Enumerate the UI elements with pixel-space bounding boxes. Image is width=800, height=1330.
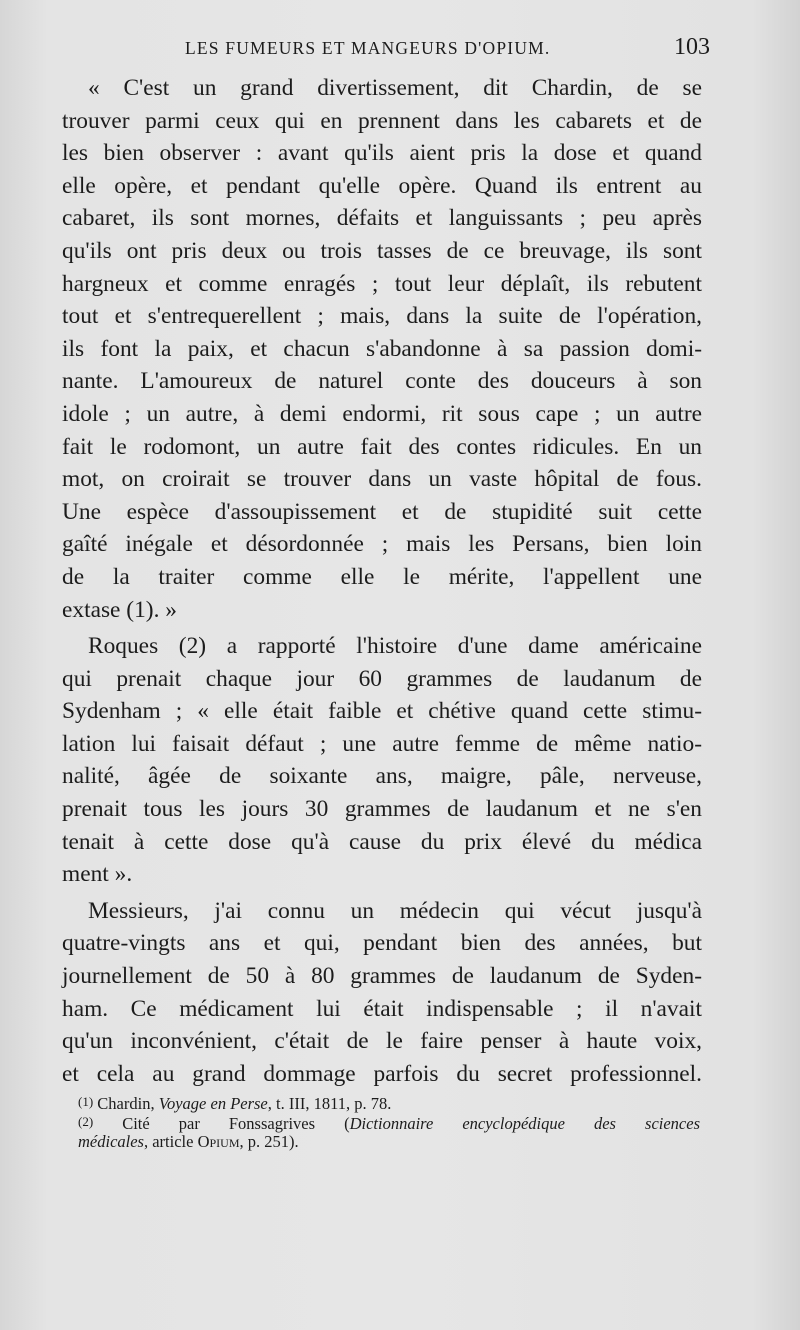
footnote-2-line-1 (78, 1112, 700, 1132)
text-line: elle opère, et pendant qu'elle opère. Quand ils entrent au (62, 172, 702, 199)
text-line: quatre-vingts ans et qui, pendant bien des années, but (62, 930, 702, 957)
text-line: prenait tous les jours 30 grammes de laudanum et ne s'en (62, 796, 702, 823)
text-line: lation lui faisait défaut ; une autre femme de même natio- (62, 730, 702, 757)
footnote-title: Voyage en Perse (158, 1094, 268, 1113)
text-line: hargneux et comme enragés ; tout leur déplaît, ils rebutent (62, 270, 702, 297)
text-line: ils font la paix, et chacun s'abandonne à sa passion domi- (62, 335, 702, 362)
text-line: « C'est un grand divertissement, dit Chardin, de se (88, 75, 702, 101)
text-line: gaîté inégale et désordonnée ; mais les Persans, bien loin (62, 531, 702, 558)
text-line: qu'ils ont pris deux ou trois tasses de ce breuvage, ils sont (62, 237, 702, 264)
text-line: idole ; un autre, à demi endormi, rit sous cape ; un autre (62, 400, 702, 427)
footnote-marker: (2) (78, 1114, 94, 1129)
text-line: trouver parmi ceux qui en prennent dans les cabarets et de (62, 107, 702, 134)
running-title: LES FUMEURS ET MANGEURS D'OPIUM. (185, 38, 551, 58)
text-line: Messieurs, j'ai connu un médecin qui vécut jusqu'à (88, 897, 702, 924)
text-line: Roques (2) a rapporté l'histoire d'une dame américaine (88, 633, 702, 660)
text-line: nante. L'amoureux de naturel conte des douceurs à son (62, 368, 702, 395)
footnote-marker: (1) (78, 1094, 94, 1109)
footnotes (78, 1092, 700, 1152)
text-line: cabaret, ils sont mornes, défaits et languissants ; peu après (62, 205, 702, 232)
text-line: tenait à cette dose qu'à cause du prix élevé du médica (62, 828, 702, 855)
text-line: tout et s'entrequerellent ; mais, dans la suite de l'opération, (62, 303, 702, 330)
footnote-article: Opium (197, 1132, 240, 1151)
text-line: extase (1). » (62, 596, 177, 623)
footnote-1 (78, 1092, 700, 1112)
text-line: qu'un inconvénient, c'était de le faire penser à haute voix, (62, 1028, 702, 1055)
footnote-lead: Cité par Fonssagrives ( (122, 1114, 350, 1133)
footnote-mid: , article (143, 1132, 198, 1151)
footnote-author: Chardin, (97, 1094, 155, 1113)
text-line: Sydenham ; « elle était faible et chétive quand cette stimu- (62, 698, 702, 725)
footnote-end: , p. 251). (239, 1132, 299, 1151)
footnote-title-cont: médicales (78, 1132, 144, 1151)
text-line: ham. Ce médicament lui était indispensable ; il n'avait (62, 995, 702, 1022)
page-number: 103 (674, 34, 710, 60)
text-line: Une espèce d'assoupissement et de stupidité suit cette (62, 498, 702, 525)
body-text (62, 72, 702, 1090)
text-line: les bien observer : avant qu'ils aient pris la dose et quand (62, 140, 702, 167)
page-header (185, 34, 710, 68)
footnote-citation: , t. III, 1811, p. 78. (267, 1094, 392, 1113)
text-line: mot, on croirait se trouver dans un vaste hôpital de fous. (62, 466, 702, 493)
text-line: nalité, âgée de soixante ans, maigre, pâle, nerveuse, (62, 763, 702, 790)
text-line: journellement de 50 à 80 grammes de laudanum de Syden- (62, 963, 702, 990)
text-line: de la traiter comme elle le mérite, l'appellent une (62, 563, 702, 590)
footnote-2-line-2 (78, 1132, 700, 1152)
text-line: qui prenait chaque jour 60 grammes de laudanum de (62, 665, 702, 692)
text-line: ment ». (62, 861, 133, 888)
footnote-title: Dictionnaire encyclopédique des sciences (349, 1114, 700, 1133)
text-line: fait le rodomont, un autre fait des contes ridicules. En un (62, 433, 702, 460)
text-line: et cela au grand dommage parfois du secret professionnel. (62, 1060, 702, 1087)
